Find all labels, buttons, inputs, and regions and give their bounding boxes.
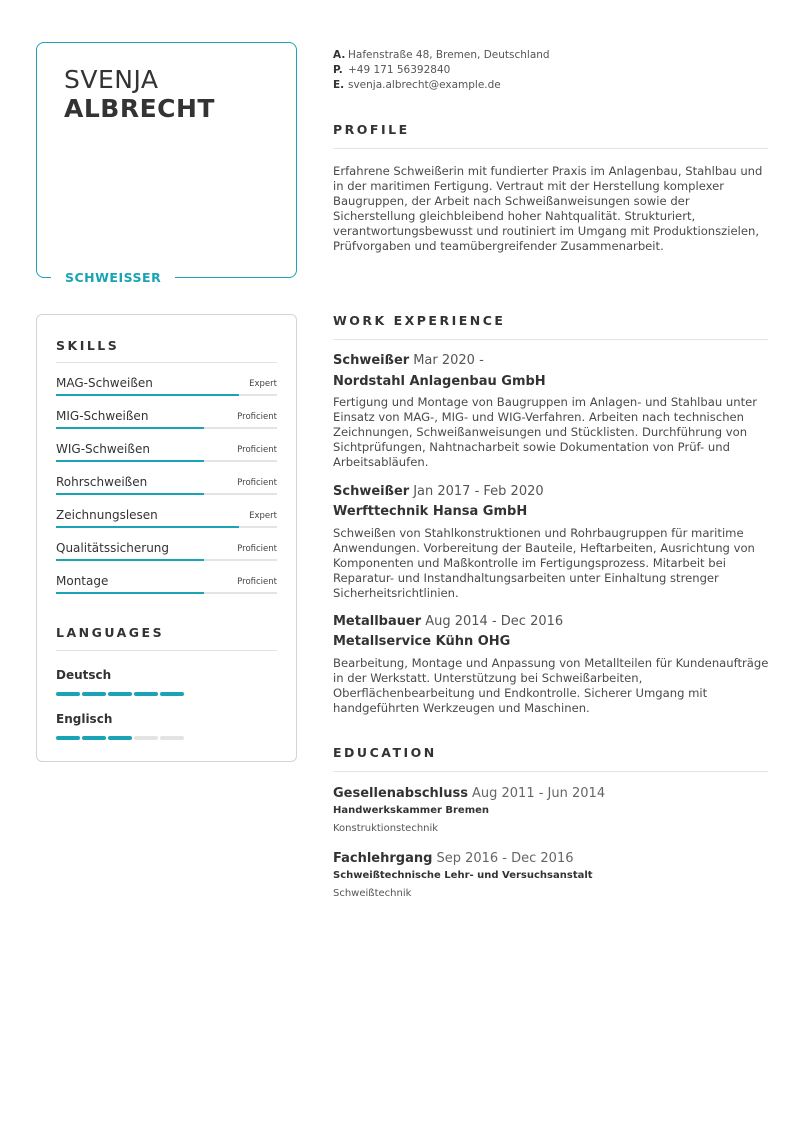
skill-item [56, 541, 277, 561]
job-dates: Jan 2017 - Feb 2020 [413, 484, 544, 499]
job-role: Schweißer [333, 353, 410, 368]
skill-bar [56, 592, 277, 594]
skill-name: MIG-Schweißen [56, 409, 149, 423]
name-box [36, 42, 297, 285]
job-company: Metallservice Kühn OHG [333, 634, 511, 649]
language-level-dots [56, 736, 196, 740]
job-dates: Mar 2020 - [413, 353, 484, 368]
skill-level: Proficient [237, 544, 277, 554]
skill-item [56, 508, 277, 528]
skill-bar [56, 460, 277, 462]
job-company: Nordstahl Anlagenbau GmbH [333, 374, 546, 389]
skill-item [56, 409, 277, 429]
job-description: Schweißen von Stahlkonstruktionen und Rohrbaugruppen für maritime Anwendungen. Vorbereitung der Bauteile, Heftarbeiten, Ausrichtung von Komponenten und Maßkontrolle im Fertigungsprozess. Mitarbeit bei Reparatur- und Instandhaltungsarbeiten unter Einhaltung strenger Sicherheitsrichtlinien. [333, 526, 755, 600]
contact-key: A. [333, 49, 346, 61]
skill-bar [56, 559, 277, 561]
contact-address [333, 48, 550, 63]
education-dates: Aug 2011 - Jun 2014 [472, 786, 606, 801]
language-level-dots [56, 692, 196, 696]
job-dates: Aug 2014 - Dec 2016 [425, 614, 564, 629]
education-field: Konstruktionstechnik [333, 823, 439, 834]
level-dot-empty [134, 736, 158, 740]
profile-heading: PROFILE [333, 122, 410, 137]
level-dot-filled [56, 736, 80, 740]
skill-bar [56, 493, 277, 495]
job-header [333, 352, 484, 370]
job-role: Metallbauer [333, 614, 422, 629]
skill-bar-fill [56, 526, 239, 528]
level-dot-filled [108, 736, 132, 740]
contact-key: P. [333, 64, 343, 76]
skill-name: Zeichnungslesen [56, 508, 158, 522]
skill-item [56, 574, 277, 594]
profile-text: Erfahrene Schweißerin mit fundierter Praxis im Anlagenbau, Stahlbau und in der maritimen Fertigung. Vertraut mit der Herstellung komplexer Baugruppen, der Arbeit nach Schweißanweisungen sowie der Sicherstellung gleichbleibend hoher Nahtqualität. Strukturiert, verantwortungsbewusst und routiniert im Umgang mit Produktionszielen, Prüfvorgaben und teamübergreifender Zusammenarbeit. [333, 164, 763, 253]
contact-key: E. [333, 79, 345, 91]
skill-item [56, 475, 277, 495]
contact-phone [333, 63, 450, 78]
education-heading: EDUCATION [333, 745, 437, 760]
skill-name: Montage [56, 574, 109, 588]
skill-bar [56, 427, 277, 429]
language-item [56, 712, 277, 726]
level-dot-filled [134, 692, 158, 696]
skill-bar-fill [56, 460, 204, 462]
skill-bar-fill [56, 592, 204, 594]
education-school: Handwerkskammer Bremen [333, 805, 490, 816]
skill-level: Proficient [237, 445, 277, 455]
skill-bar-fill [56, 493, 204, 495]
level-dot-filled [82, 692, 106, 696]
skill-bar-fill [56, 394, 239, 396]
skill-name: WIG-Schweißen [56, 442, 150, 456]
language-name: Deutsch [56, 668, 112, 682]
phone-text: +49 171 56392840 [348, 64, 451, 76]
work-heading: WORK EXPERIENCE [333, 313, 506, 328]
language-item [56, 668, 277, 682]
skill-level: Proficient [237, 577, 277, 587]
level-dot-filled [56, 692, 80, 696]
skill-level: Proficient [237, 412, 277, 422]
profile-divider [333, 148, 768, 149]
first-name: SVENJA [64, 65, 159, 94]
languages-heading: LANGUAGES [56, 625, 165, 640]
skill-bar [56, 394, 277, 396]
language-name: Englisch [56, 712, 113, 726]
level-dot-empty [160, 736, 184, 740]
job-header [333, 613, 563, 631]
skill-level: Proficient [237, 478, 277, 488]
skills-divider [56, 362, 277, 363]
job-description: Bearbeitung, Montage und Anpassung von Metallteilen für Kundenaufträge in der Werkstatt. Unterstützung bei Schweißarbeiten, Oberflächenbearbeitung und Endkontrolle. Sicherer Umgang mit handgeführten Werkzeugen und Maschinen. [333, 656, 769, 715]
education-school: Schweißtechnische Lehr- und Versuchsanstalt [333, 870, 593, 881]
address-text: Hafenstraße 48, Bremen, Deutschland [348, 49, 550, 61]
skill-bar-fill [56, 559, 204, 561]
level-dot-filled [160, 692, 184, 696]
skills-heading: SKILLS [56, 338, 120, 353]
skill-item [56, 442, 277, 462]
skill-name: Rohrschweißen [56, 475, 148, 489]
skill-name: MAG-Schweißen [56, 376, 153, 390]
job-description: Fertigung und Montage von Baugruppen im Anlagen- und Stahlbau unter Einsatz von MAG-, MIG- und WIG-Verfahren. Arbeiten nach technischen Zeichnungen, Schweißanweisungen und Stücklisten. Durchführung von Sichtprüfungen, Nahtnacharbeit sowie Dokumentation von Prüf- und Arbeitsabläufen. [333, 395, 758, 469]
last-name: ALBRECHT [64, 94, 215, 123]
skill-level: Expert [249, 379, 277, 389]
education-dates: Sep 2016 - Dec 2016 [436, 851, 574, 866]
languages-divider [56, 650, 277, 651]
skill-level: Expert [249, 511, 277, 521]
level-dot-filled [82, 736, 106, 740]
email-text: svenja.albrecht@example.de [348, 79, 501, 91]
education-degree: Gesellenabschluss [333, 786, 468, 801]
level-dot-filled [108, 692, 132, 696]
job-company: Werfttechnik Hansa GmbH [333, 504, 528, 519]
education-field: Schweißtechnik [333, 888, 412, 899]
side-panel [36, 314, 297, 762]
job-header [333, 483, 544, 501]
education-header [333, 850, 573, 868]
work-divider [333, 339, 768, 340]
education-degree: Fachlehrgang [333, 851, 433, 866]
education-divider [333, 771, 768, 772]
education-header [333, 785, 605, 803]
job-role: Schweißer [333, 484, 410, 499]
skill-item [56, 376, 277, 396]
job-title: SCHWEISSER [51, 268, 175, 288]
skill-name: Qualitätssicherung [56, 541, 170, 555]
skill-bar-fill [56, 427, 204, 429]
skill-bar [56, 526, 277, 528]
contact-email [333, 78, 501, 93]
